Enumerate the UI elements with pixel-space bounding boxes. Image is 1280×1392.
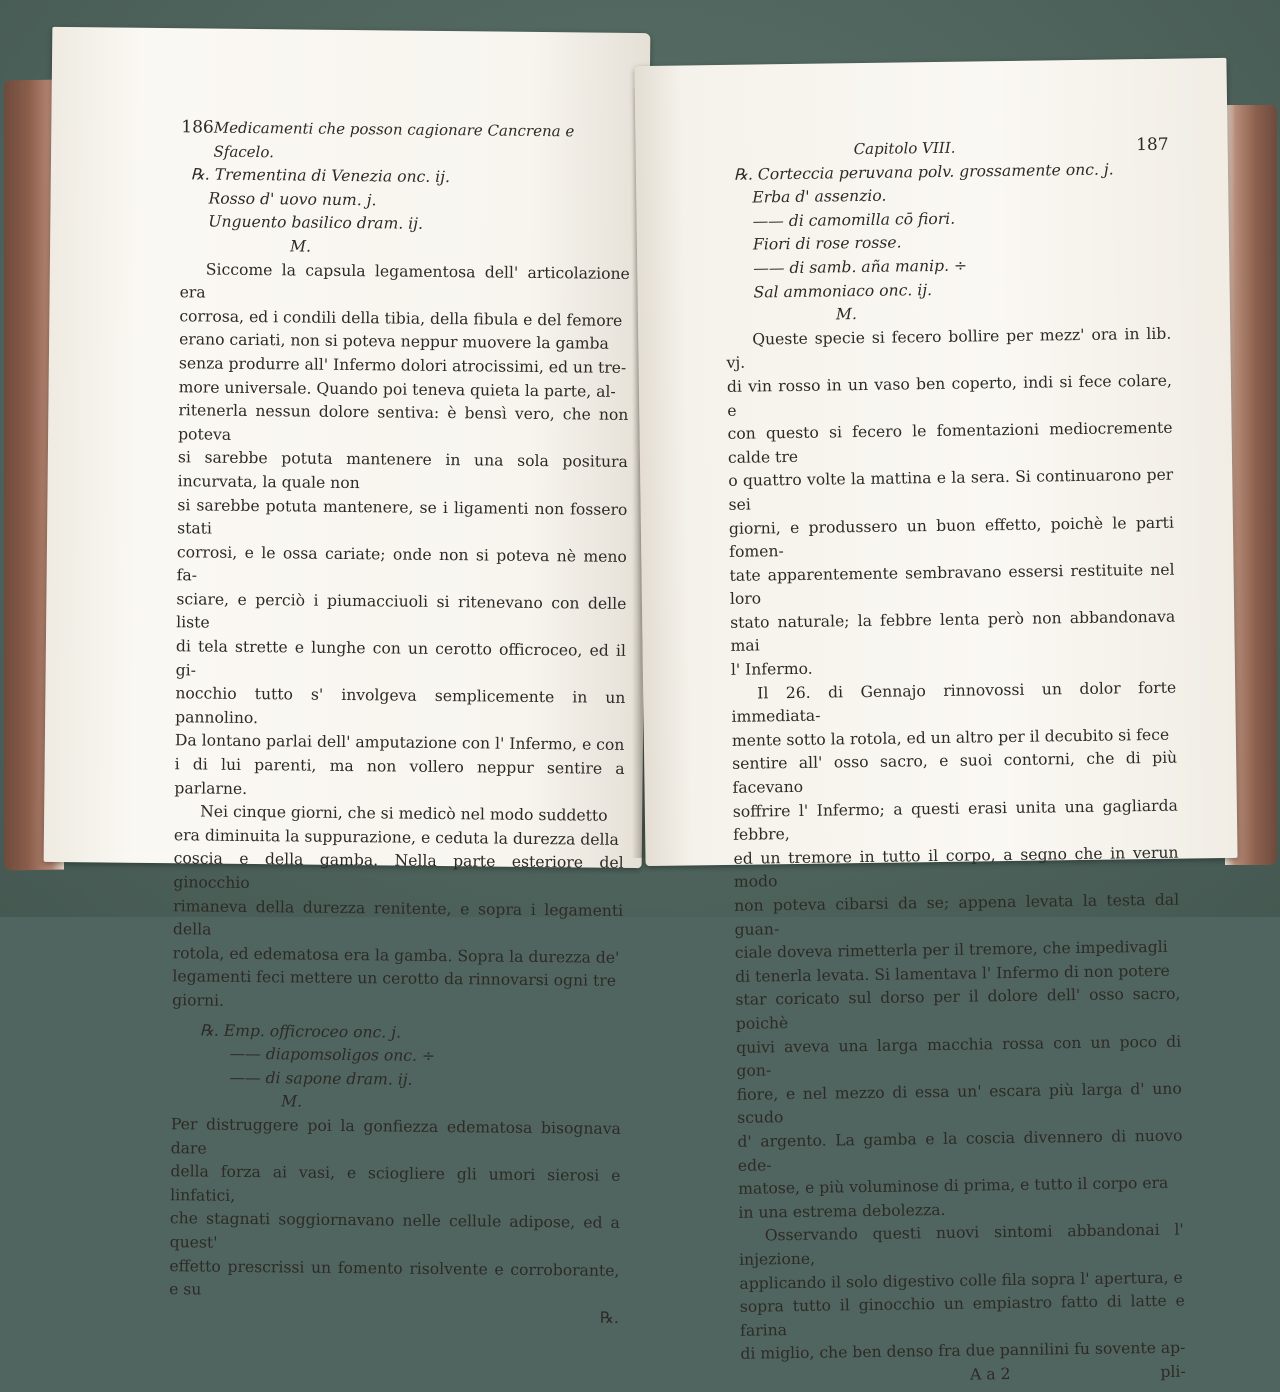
recipe-line: —— di samb. aña manip. ÷ [753, 256, 968, 278]
text-line: di tela strette e lunghe con un cerotto officroceo, ed il gi- [175, 637, 626, 680]
left-running-head [181, 116, 631, 168]
left-catchword: ℞. [599, 1308, 619, 1327]
text-line: i di lui parenti, ma non vollero neppur sentire a parlarne. [174, 755, 625, 798]
text-line: matose, e più voluminose di prima, e tutto il corpo era [738, 1173, 1169, 1198]
text-line: non poteva cibarsi da se; appena levata la testa dal guan- [734, 890, 1180, 939]
right-catchword: pli- [1160, 1362, 1186, 1381]
left-paragraph-1 [174, 258, 630, 805]
right-recipe [724, 157, 1171, 328]
recipe-line: M. [835, 305, 857, 324]
recipe-line: ℞. Trementina di Venezia onc. ij. [190, 165, 451, 187]
left-page [44, 27, 651, 1327]
left-head-title: Medicamenti che posson cagionare Cancrena e Sfacelo. [213, 118, 575, 161]
text-line: di vin rosso in un vaso ben coperto, indi si fece colare, e [726, 371, 1173, 420]
text-line: applicando il solo digestivo colle fila sopra l' apertura, e [739, 1268, 1183, 1293]
left-paragraph-3 [169, 1113, 621, 1306]
text-line: effetto prescrissi un fomento risolvente e corroborante, e su [169, 1256, 620, 1299]
text-line: corrosi, e le ossa cariate; onde non si poteva nè meno fa- [176, 542, 627, 585]
text-line: nocchio tutto s' involgeva semplicemente in un pannolino. [175, 684, 626, 727]
recipe-line: ℞. Emp. officroceo onc. j. [199, 1021, 402, 1042]
text-line: legamenti feci mettere un cerotto da rinnovarsi ogni tre [172, 967, 617, 991]
text-line: ciale doveva rimetterla per il tremore, che impedivagli [734, 938, 1168, 963]
text-line: Queste specie si fecero bollire per mezz' ora in lib. vj. [726, 324, 1172, 373]
text-line: rotola, ed edematosa era la gamba. Sopra la durezza de' [172, 943, 620, 967]
right-paragraph-1 [726, 322, 1176, 682]
left-recipe-1 [180, 163, 631, 262]
text-line: ed un tremore in tutto il corpo, a segno che in verun modo [733, 843, 1179, 892]
left-paragraph-2 [172, 800, 624, 1017]
text-line: giorni. [172, 991, 225, 1010]
text-line: sentire all' osso sacro, e suoi contorni, che di più facevano [732, 749, 1178, 797]
text-line: Il 26. di Gennajo rinnovossi un dolor forte immediata- [731, 678, 1177, 727]
text-line: con questo si fecero le fomentazioni mediocremente calde tre [727, 418, 1173, 467]
recipe-line: Unguento basilico dram. ij. [208, 212, 424, 234]
text-line: si sarebbe potuta mantenere in una sola positura incurvata, la quale non [177, 448, 628, 493]
recipe-line: M. [290, 237, 312, 256]
right-signature: A a 2 [969, 1364, 1011, 1384]
text-line: Osservando questi nuovi sintomi abbandonai l' injezione, [738, 1220, 1184, 1269]
text-line: corrosa, ed i condili della tibia, della fibula e del femore [179, 306, 623, 330]
text-line: di miglio, che ben denso fra due pannilini fu sovente ap- [740, 1338, 1186, 1364]
text-line: fiore, e nel mezzo di essa un' escara più larga d' uno scudo [736, 1079, 1182, 1128]
text-line: della forza ai vasi, e sciogliere gli umori sierosi e linfatici, [170, 1162, 621, 1205]
text-line: senza produrre all' Infermo dolori atrocissimi, ed un tre- [178, 354, 627, 377]
right-paragraph-2 [731, 676, 1184, 1225]
left-page-text [169, 116, 632, 1330]
text-line: che stagnati soggiornavano nelle cellule adipose, ed a quest' [169, 1209, 620, 1252]
text-line: quivi aveva una larga macchia rossa con un poco di gon- [736, 1032, 1182, 1081]
right-page [634, 58, 1237, 1384]
recipe-line: Erba d' assenzio. [752, 186, 887, 207]
recipe-line: Sal ammoniaco onc. ij. [753, 280, 933, 302]
recipe-line: —— di camomilla cō fiori. [752, 209, 956, 231]
left-footer [169, 1302, 619, 1330]
text-line: o quattro volte la mattina e la sera. Si continuarono per sei [728, 466, 1174, 514]
text-line: in una estrema debolezza. [738, 1200, 946, 1222]
recipe-line: —— di sapone dram. ij. [229, 1068, 413, 1089]
text-line: soffrire l' Infermo; a questi erasi unita una gagliarda febbre, [732, 796, 1178, 845]
right-head-title: Capitolo VIII. [853, 138, 956, 159]
text-line: stato naturale; la febbre lenta però non abbandonava mai [730, 607, 1176, 656]
text-line: si sarebbe potuta mantenere, se i ligamenti non fossero stati [177, 495, 628, 538]
text-line: l' Infermo. [730, 659, 813, 679]
right-paragraph-3 [739, 1219, 1186, 1367]
text-line: sciare, e perciò i piumacciuoli si ritenevano con delle liste [176, 590, 627, 633]
right-page-text [723, 134, 1185, 1391]
left-page-number: 186 [181, 117, 214, 138]
text-line: Nei cinque giorni, che si medicò nel modo suddetto [200, 802, 608, 825]
text-line: Per distruggere poi la gonfiezza edematosa bisognava dare [170, 1115, 621, 1158]
text-line: Da lontano parlai dell' amputazione con l' Infermo, e con [174, 731, 625, 755]
recipe-line: —— diapomsoligos onc. ÷ [229, 1044, 436, 1066]
recipe-line: M. [281, 1092, 303, 1111]
text-line: erano cariati, non si poteva neppur muovere la gamba [179, 330, 609, 354]
text-line: star coricato sul dorso per il dolore dell' osso sacro, poichè [735, 985, 1181, 1033]
recipe-line: Rosso d' uovo num. j. [208, 189, 377, 210]
text-line: sopra tutto il ginocchio un empiastro fatto di latte e farina [739, 1291, 1185, 1340]
text-line: d' argento. La gamba e la coscia divennero di nuovo ede- [737, 1126, 1183, 1175]
recipe-line: Fiori di rose rosse. [752, 233, 902, 254]
recipe-line: ℞. Corteccia peruvana polv. grossamente onc. j. [733, 160, 1114, 184]
text-line: era diminuita la suppurazione, e ceduta la durezza della [173, 826, 619, 849]
text-line: ritenerla nessun dolore sentiva: è bensì vero, che non poteva [178, 401, 629, 444]
text-line: rimaneva della durezza renitente, e sopra i legamenti della [172, 896, 624, 939]
text-line: Siccome la capsula legamentosa dell' articolazione era [179, 260, 630, 302]
text-line: more universale. Quando poi teneva quieta la parte, al- [178, 377, 616, 401]
text-line: tate apparentemente sembravano essersi restituite nel loro [729, 560, 1175, 609]
text-line: giorni, e produssero un buon effetto, poichè le parti fomen- [728, 513, 1174, 561]
text-line: di tenerla levata. Si lamentava l' Infermo di non potere [735, 961, 1170, 986]
text-line: mente sotto la rotola, ed un altro per il decubito si fece [731, 725, 1170, 750]
text-line: coscia e della gamba. Nella parte esteriore del ginocchio [173, 849, 624, 893]
right-page-number: 187 [1136, 134, 1169, 156]
left-recipe-2 [171, 1019, 622, 1118]
